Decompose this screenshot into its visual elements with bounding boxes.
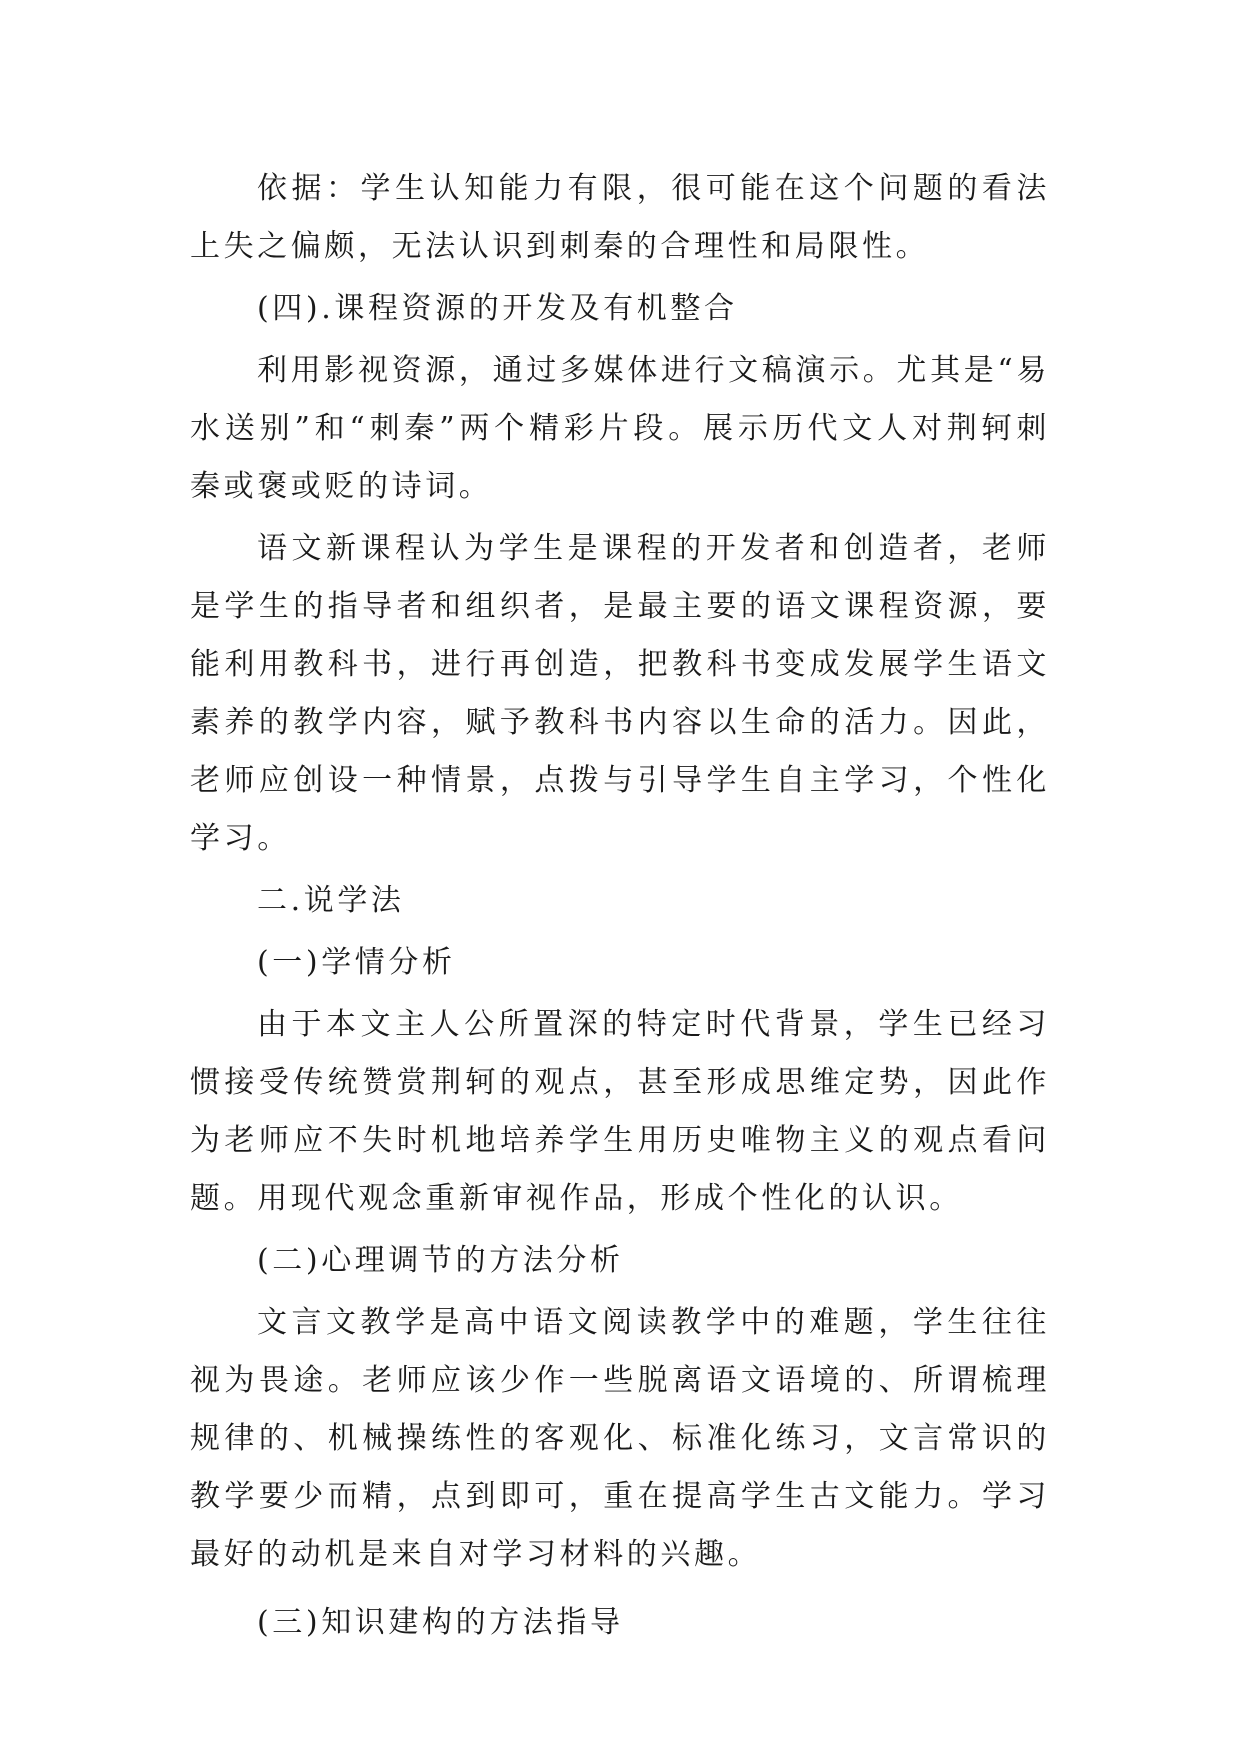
- heading-psychological-adjustment: (二)心理调节的方法分析: [257, 1243, 624, 1278]
- paragraph-basis: 依据：学生认知能力有限，很可能在这个问题的看法上失之偏颇，无法认识到刺秦的合理性和局限性。: [190, 171, 1050, 264]
- heading-learner-analysis: (一)学情分析: [257, 945, 456, 980]
- paragraph-media-resources: 利用影视资源，通过多媒体进行文稿演示。尤其是“易水送别”和“刺秦”两个精彩片段。展示历代文人对荆轲刺秦或褒或贬的诗词。: [190, 353, 1050, 504]
- heading-course-resources: (四).课程资源的开发及有机整合: [257, 291, 738, 326]
- paragraph-new-curriculum: 语文新课程认为学生是课程的开发者和创造者，老师是学生的指导者和组织者，是最主要的语文课程资源，要能利用教科书，进行再创造，把教科书变成发展学生语文素养的教学内容，赋予教科书内容以生命的活力。因此，老师应创设一种情景，点拨与引导学生自主学习，个性化学习。: [190, 531, 1050, 856]
- paragraph-learner-analysis: 由于本文主人公所置深的特定时代背景，学生已经习惯接受传统赞赏荆轲的观点，甚至形成思维定势，因此作为老师应不失时机地培养学生用历史唯物主义的观点看问题。用现代观念重新审视作品，形成个性化的认识。: [190, 1007, 1050, 1216]
- heading-learning-methods: 二.说学法: [257, 883, 405, 918]
- document-body: [190, 160, 1050, 1652]
- paragraph-classical-chinese-teaching: 文言文教学是高中语文阅读教学中的难题，学生往往视为畏途。老师应该少作一些脱离语文语境的、所谓梳理规律的、机械操练性的客观化、标准化练习，文言常识的教学要少而精，点到即可，重在提高学生古文能力。学习最好的动机是来自对学习材料的兴趣。: [190, 1305, 1050, 1572]
- heading-knowledge-construction: (三)知识建构的方法指导: [257, 1605, 624, 1640]
